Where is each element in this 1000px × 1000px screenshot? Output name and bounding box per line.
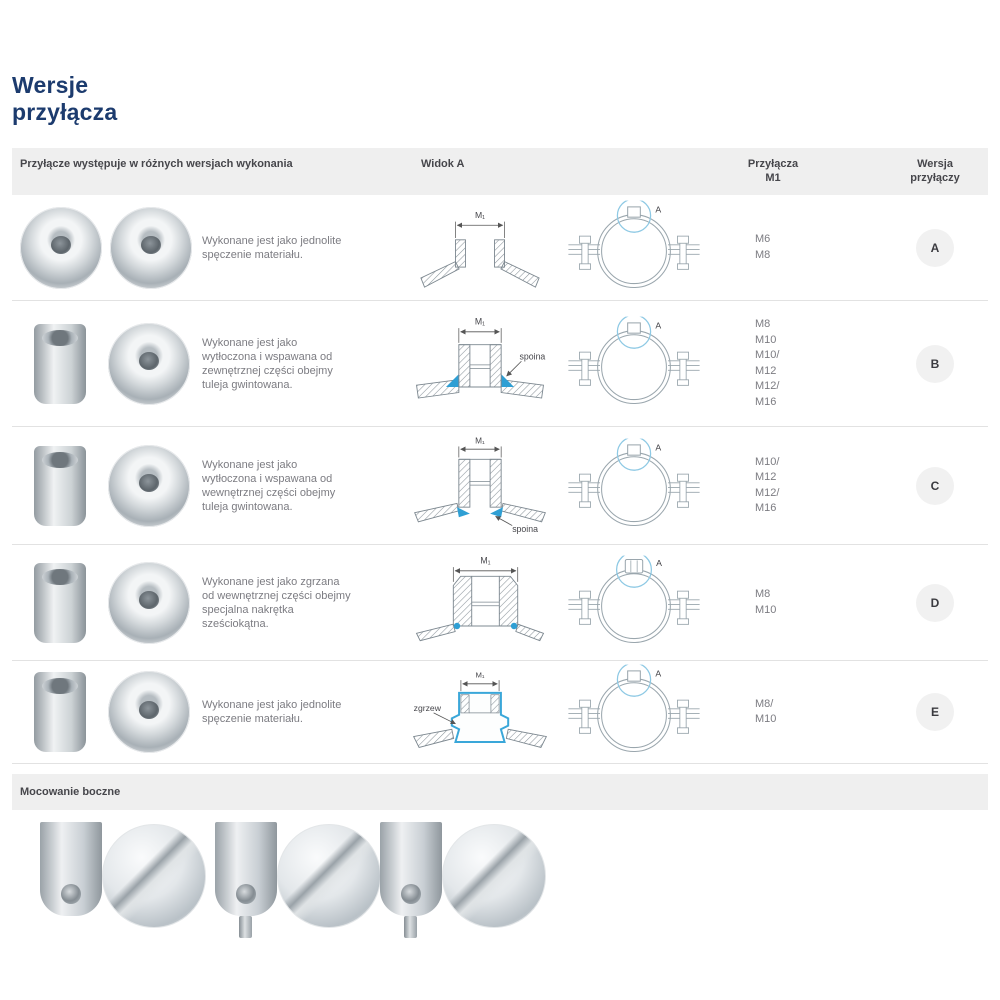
clamp-end-photo xyxy=(40,822,102,916)
weld-fill xyxy=(490,507,503,517)
table-row-version-b xyxy=(12,301,988,427)
bolt-detail-photo xyxy=(102,824,206,928)
row-a-description: Wykonane jest jako jednolite spęczenie materiału. xyxy=(202,234,342,261)
size-item: M12 xyxy=(755,364,777,377)
size-item: M8 xyxy=(755,588,771,600)
bolt-stub-photo xyxy=(404,916,417,938)
row-d-photos xyxy=(12,562,202,644)
side-mounting-photos xyxy=(12,820,988,1000)
size-item: M10 xyxy=(755,603,777,616)
row-b-photos xyxy=(12,323,202,405)
row-b-sizes xyxy=(717,317,882,410)
dim-label: M₁ xyxy=(474,315,486,326)
row-e-description: Wykonane jest jako jednolite spęczenie materiału. xyxy=(202,699,342,725)
size-item: M12/ xyxy=(755,486,780,499)
weld-fill xyxy=(457,507,470,517)
clamp-drawing-c xyxy=(551,435,717,537)
fitting-photo-outside xyxy=(34,563,86,643)
cross-section-drawing-e xyxy=(411,662,549,762)
size-item: M6 xyxy=(755,233,771,245)
fitting-photo-outside xyxy=(34,446,86,526)
side-mount-photo-group xyxy=(40,820,212,960)
fitting-photo-inside xyxy=(110,207,192,289)
row-e-photos xyxy=(12,671,202,753)
table-row-version-a xyxy=(12,195,988,301)
row-c-description: Wykonane jest jako wytłoczona i wspawana od wewnętrznej części obejmy tuleja gwintowana. xyxy=(202,458,336,513)
row-b-description: Wykonane jest jako wytłoczona i wspawana od zewnętrznej części obejmy tuleja gwintowana. xyxy=(202,336,333,391)
weld-fill xyxy=(454,622,460,628)
dim-label: M₁ xyxy=(474,209,486,220)
row-c-photos xyxy=(12,445,202,527)
row-b-view xyxy=(407,312,717,416)
row-e-sizes xyxy=(717,697,882,728)
size-item: M8 xyxy=(755,318,771,330)
row-a-sizes xyxy=(717,232,882,263)
weld-fill xyxy=(511,622,517,628)
row-d-sizes xyxy=(717,587,882,618)
clamp-drawing-d xyxy=(551,552,717,654)
bolt-detail-photo xyxy=(277,824,381,928)
version-badge-a: A xyxy=(916,229,954,267)
weld-fill xyxy=(501,374,514,387)
size-item: M16 xyxy=(755,395,777,408)
version-badge-c: C xyxy=(916,467,954,505)
weld-label: zgrzew xyxy=(413,703,441,714)
row-c-view xyxy=(407,434,717,538)
side-mount-photo-group xyxy=(215,820,387,960)
table-row-version-e xyxy=(12,661,988,764)
page-title-line1: Wersje xyxy=(12,72,89,98)
size-item: M10/ xyxy=(755,455,780,468)
clamp-end-photo xyxy=(380,822,442,916)
table-row-version-c xyxy=(12,427,988,545)
weld-label: spoina xyxy=(519,350,546,361)
size-item: M10 xyxy=(755,333,777,346)
table-row-version-d xyxy=(12,545,988,661)
fitting-photo-outside xyxy=(20,207,102,289)
version-badge-b: B xyxy=(916,345,954,383)
version-badge-e: E xyxy=(916,693,954,731)
row-c-sizes xyxy=(717,455,882,517)
dim-label: M₁ xyxy=(475,670,485,680)
row-d-description: Wykonane jest jako zgrzana od wewnętrznej części obejmy specjalna nakrętka sześciokątna. xyxy=(202,575,351,630)
clamp-drawing-e xyxy=(551,661,717,763)
fitting-photo-inside xyxy=(108,323,190,405)
side-mounting-label: Mocowanie boczne xyxy=(20,786,121,798)
dim-label: M₁ xyxy=(480,554,491,565)
side-mounting-section-header xyxy=(12,774,988,810)
size-item: M12/ xyxy=(755,380,780,392)
column-header-description: Przyłącze występuje w różnych wersjach wykonania xyxy=(20,158,293,170)
version-badge-d: D xyxy=(916,584,954,622)
column-header-view-a: Widok A xyxy=(421,158,465,170)
dim-label: M₁ xyxy=(475,436,485,446)
clamp-drawing-b xyxy=(551,313,717,415)
fitting-photo-inside xyxy=(108,445,190,527)
clamp-drawing-a xyxy=(551,197,717,299)
table-header-row xyxy=(12,148,988,195)
cross-section-drawing-b xyxy=(411,312,549,416)
side-mount-photo-group xyxy=(380,820,552,960)
fitting-photo-inside xyxy=(108,562,190,644)
size-item: M10/ xyxy=(755,349,780,361)
row-a-photos xyxy=(12,207,202,289)
row-e-view xyxy=(407,661,717,763)
fitting-photo-outside xyxy=(34,324,86,404)
cross-section-drawing-c xyxy=(411,434,549,538)
row-d-view xyxy=(407,551,717,655)
size-item: M16 xyxy=(755,502,777,514)
size-item: M8/ xyxy=(755,697,774,710)
fitting-photo-inside xyxy=(108,671,190,753)
page-title xyxy=(12,72,988,126)
cross-section-drawing-d xyxy=(411,551,549,655)
bolt-stub-photo xyxy=(239,916,252,938)
welded-cap-outline xyxy=(452,693,508,742)
cross-section-drawing-a xyxy=(411,198,549,298)
column-header-connections: Przyłącza M1 xyxy=(747,158,799,184)
weld-label: spoina xyxy=(512,523,538,534)
bolt-detail-photo xyxy=(442,824,546,928)
clamp-end-photo xyxy=(215,822,277,916)
size-item: M10 xyxy=(755,713,777,725)
size-item: M8 xyxy=(755,248,771,261)
page-title-line2: przyłącza xyxy=(12,99,118,125)
column-header-version: Wersja przyłączy xyxy=(910,158,960,184)
size-item: M12 xyxy=(755,471,777,483)
row-a-view xyxy=(407,197,717,299)
fitting-photo-outside xyxy=(34,672,86,752)
